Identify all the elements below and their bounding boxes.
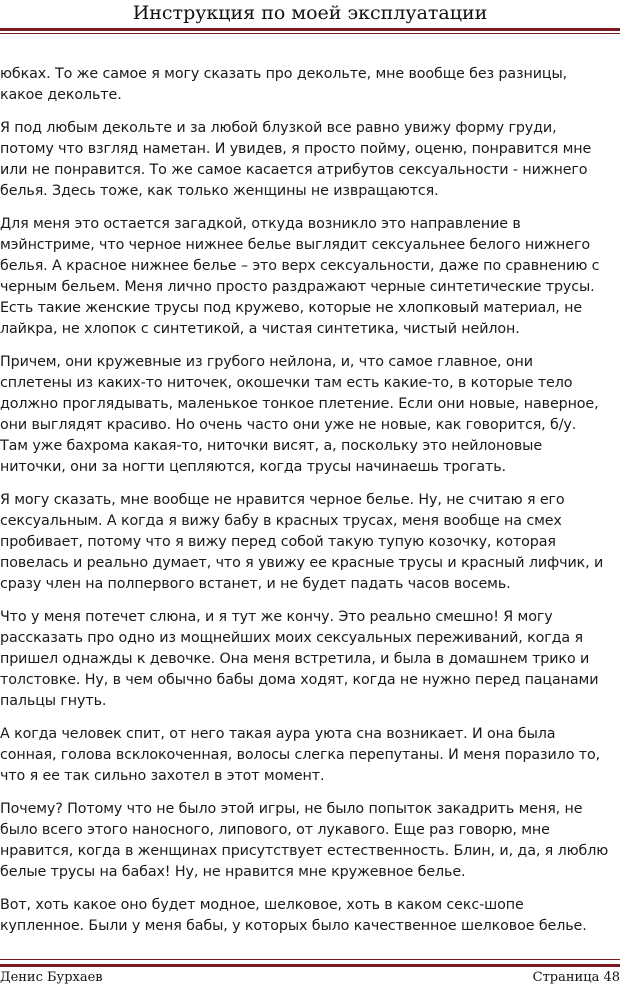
header-divider-thin — [0, 33, 620, 34]
text-line: белья. А красное нижнее белье – это верх сексуальности, даже по сравнению с — [0, 258, 600, 274]
text-line: сексуальным. А когда я вижу бабу в красных трусах, меня вообще на смех — [0, 513, 562, 529]
text-line: какое декольте. — [0, 87, 122, 103]
paragraph — [0, 895, 620, 937]
text-line: Вот, хоть какое оно будет модное, шелковое, хоть в каком секс-шопе — [0, 897, 524, 913]
text-line: нравится, когда в женщинах присутствует естественность. Блин, и, да, я люблю — [0, 843, 609, 859]
text-line: мэйнстриме, что черное нижнее белье выглядит сексуальнее белого нижнего — [0, 237, 590, 253]
text-line: должно проглядывать, маленькое тонкое плетение. Если они новые, наверное, — [0, 396, 599, 412]
text-line: А когда человек спит, от него такая аура уюта сна возникает. И она была — [0, 726, 556, 742]
text-line: лайкра, не хлопок с синтетикой, а чистая синтетика, чистый нейлон. — [0, 321, 520, 337]
text-line: повелась и реально думает, что я увижу ее красные трусы и красный лифчик, и — [0, 555, 604, 571]
text-line: Причем, они кружевные из грубого нейлона, и, что самое главное, они — [0, 354, 533, 370]
text-line: сонная, голова всклокоченная, волосы слегка перепутаны. И меня поразило то, — [0, 747, 601, 763]
text-line: купленное. Были у меня бабы, у которых было качественное шелковое белье. — [0, 918, 587, 934]
footer-author: Денис Бурхаев — [0, 970, 103, 985]
text-line: белья. Здесь тоже, как только женщины не извращаются. — [0, 183, 439, 199]
document-body — [0, 64, 620, 949]
text-line: рассказать про одно из мощнейших моих сексуальных переживаний, когда я — [0, 630, 583, 646]
header-divider-thick — [0, 28, 620, 31]
text-line: Есть такие женские трусы под кружево, которые не хлопковый материал, не — [0, 300, 583, 316]
text-line: пробивает, потому что я вижу перед собой такую тупую козочку, которая — [0, 534, 556, 550]
text-line: Для меня это остается загадкой, откуда возникло это направление в — [0, 216, 521, 232]
text-line: Я под любым декольте и за любой блузкой все равно увижу форму груди, — [0, 120, 557, 136]
page-header-title: Инструкция по моей эксплуатации — [132, 2, 488, 24]
text-line: они выглядят красиво. Но очень часто они уже не новые, как говорится, б/у. — [0, 417, 577, 433]
text-line: Что у меня потечет слюна, и я тут же кончу. Это реально смешно! Я могу — [0, 609, 553, 625]
text-line: сразу член на полпервого встанет, и не будет падать часов восемь. — [0, 576, 511, 592]
text-line: Почему? Потому что не было этой игры, не было попыток закадрить меня, не — [0, 801, 583, 817]
footer-page-number: Страница 48 — [532, 970, 620, 985]
text-line: потому что взгляд наметан. И увидев, я просто пойму, оценю, понравится мне — [0, 141, 592, 157]
text-line: ниточки, они за ногти цепляются, когда трусы начинаешь трогать. — [0, 459, 506, 475]
text-line: толстовке. Ну, в чем обычно бабы дома ходят, когда не нужно перед пацанами — [0, 672, 599, 688]
text-line: пальцы гнуть. — [0, 693, 107, 709]
paragraph — [0, 490, 620, 595]
text-line: черным бельем. Меня лично просто раздражают черные синтетические трусы. — [0, 279, 595, 295]
paragraph — [0, 214, 620, 340]
text-line: было всего этого наносного, липового, от лукавого. Еще раз говорю, мне — [0, 822, 550, 838]
paragraph — [0, 64, 620, 106]
footer-divider-thin — [0, 959, 620, 960]
footer-divider-thick — [0, 964, 620, 967]
text-line: сплетены из каких-то ниточек, окошечки там есть какие-то, в которые тело — [0, 375, 573, 391]
paragraph — [0, 799, 620, 883]
text-line: Там уже бахрома какая-то, ниточки висят, а, поскольку это нейлоновые — [0, 438, 543, 454]
text-line: пришел однажды к девочке. Она меня встретила, и была в домашнем трико и — [0, 651, 590, 667]
paragraph — [0, 118, 620, 202]
text-line: что я ее так сильно захотел в этот момент. — [0, 768, 325, 784]
paragraph — [0, 724, 620, 787]
text-line: юбках. То же самое я могу сказать про декольте, мне вообще без разницы, — [0, 66, 568, 82]
text-line: Я могу сказать, мне вообще не нравится черное белье. Ну, не считаю я его — [0, 492, 565, 508]
text-line: белые трусы на бабах! Ну, не нравится мне кружевное белье. — [0, 864, 466, 880]
paragraph — [0, 352, 620, 478]
text-line: или не понравится. То же самое касается атрибутов сексуальности - нижнего — [0, 162, 588, 178]
paragraph — [0, 607, 620, 712]
